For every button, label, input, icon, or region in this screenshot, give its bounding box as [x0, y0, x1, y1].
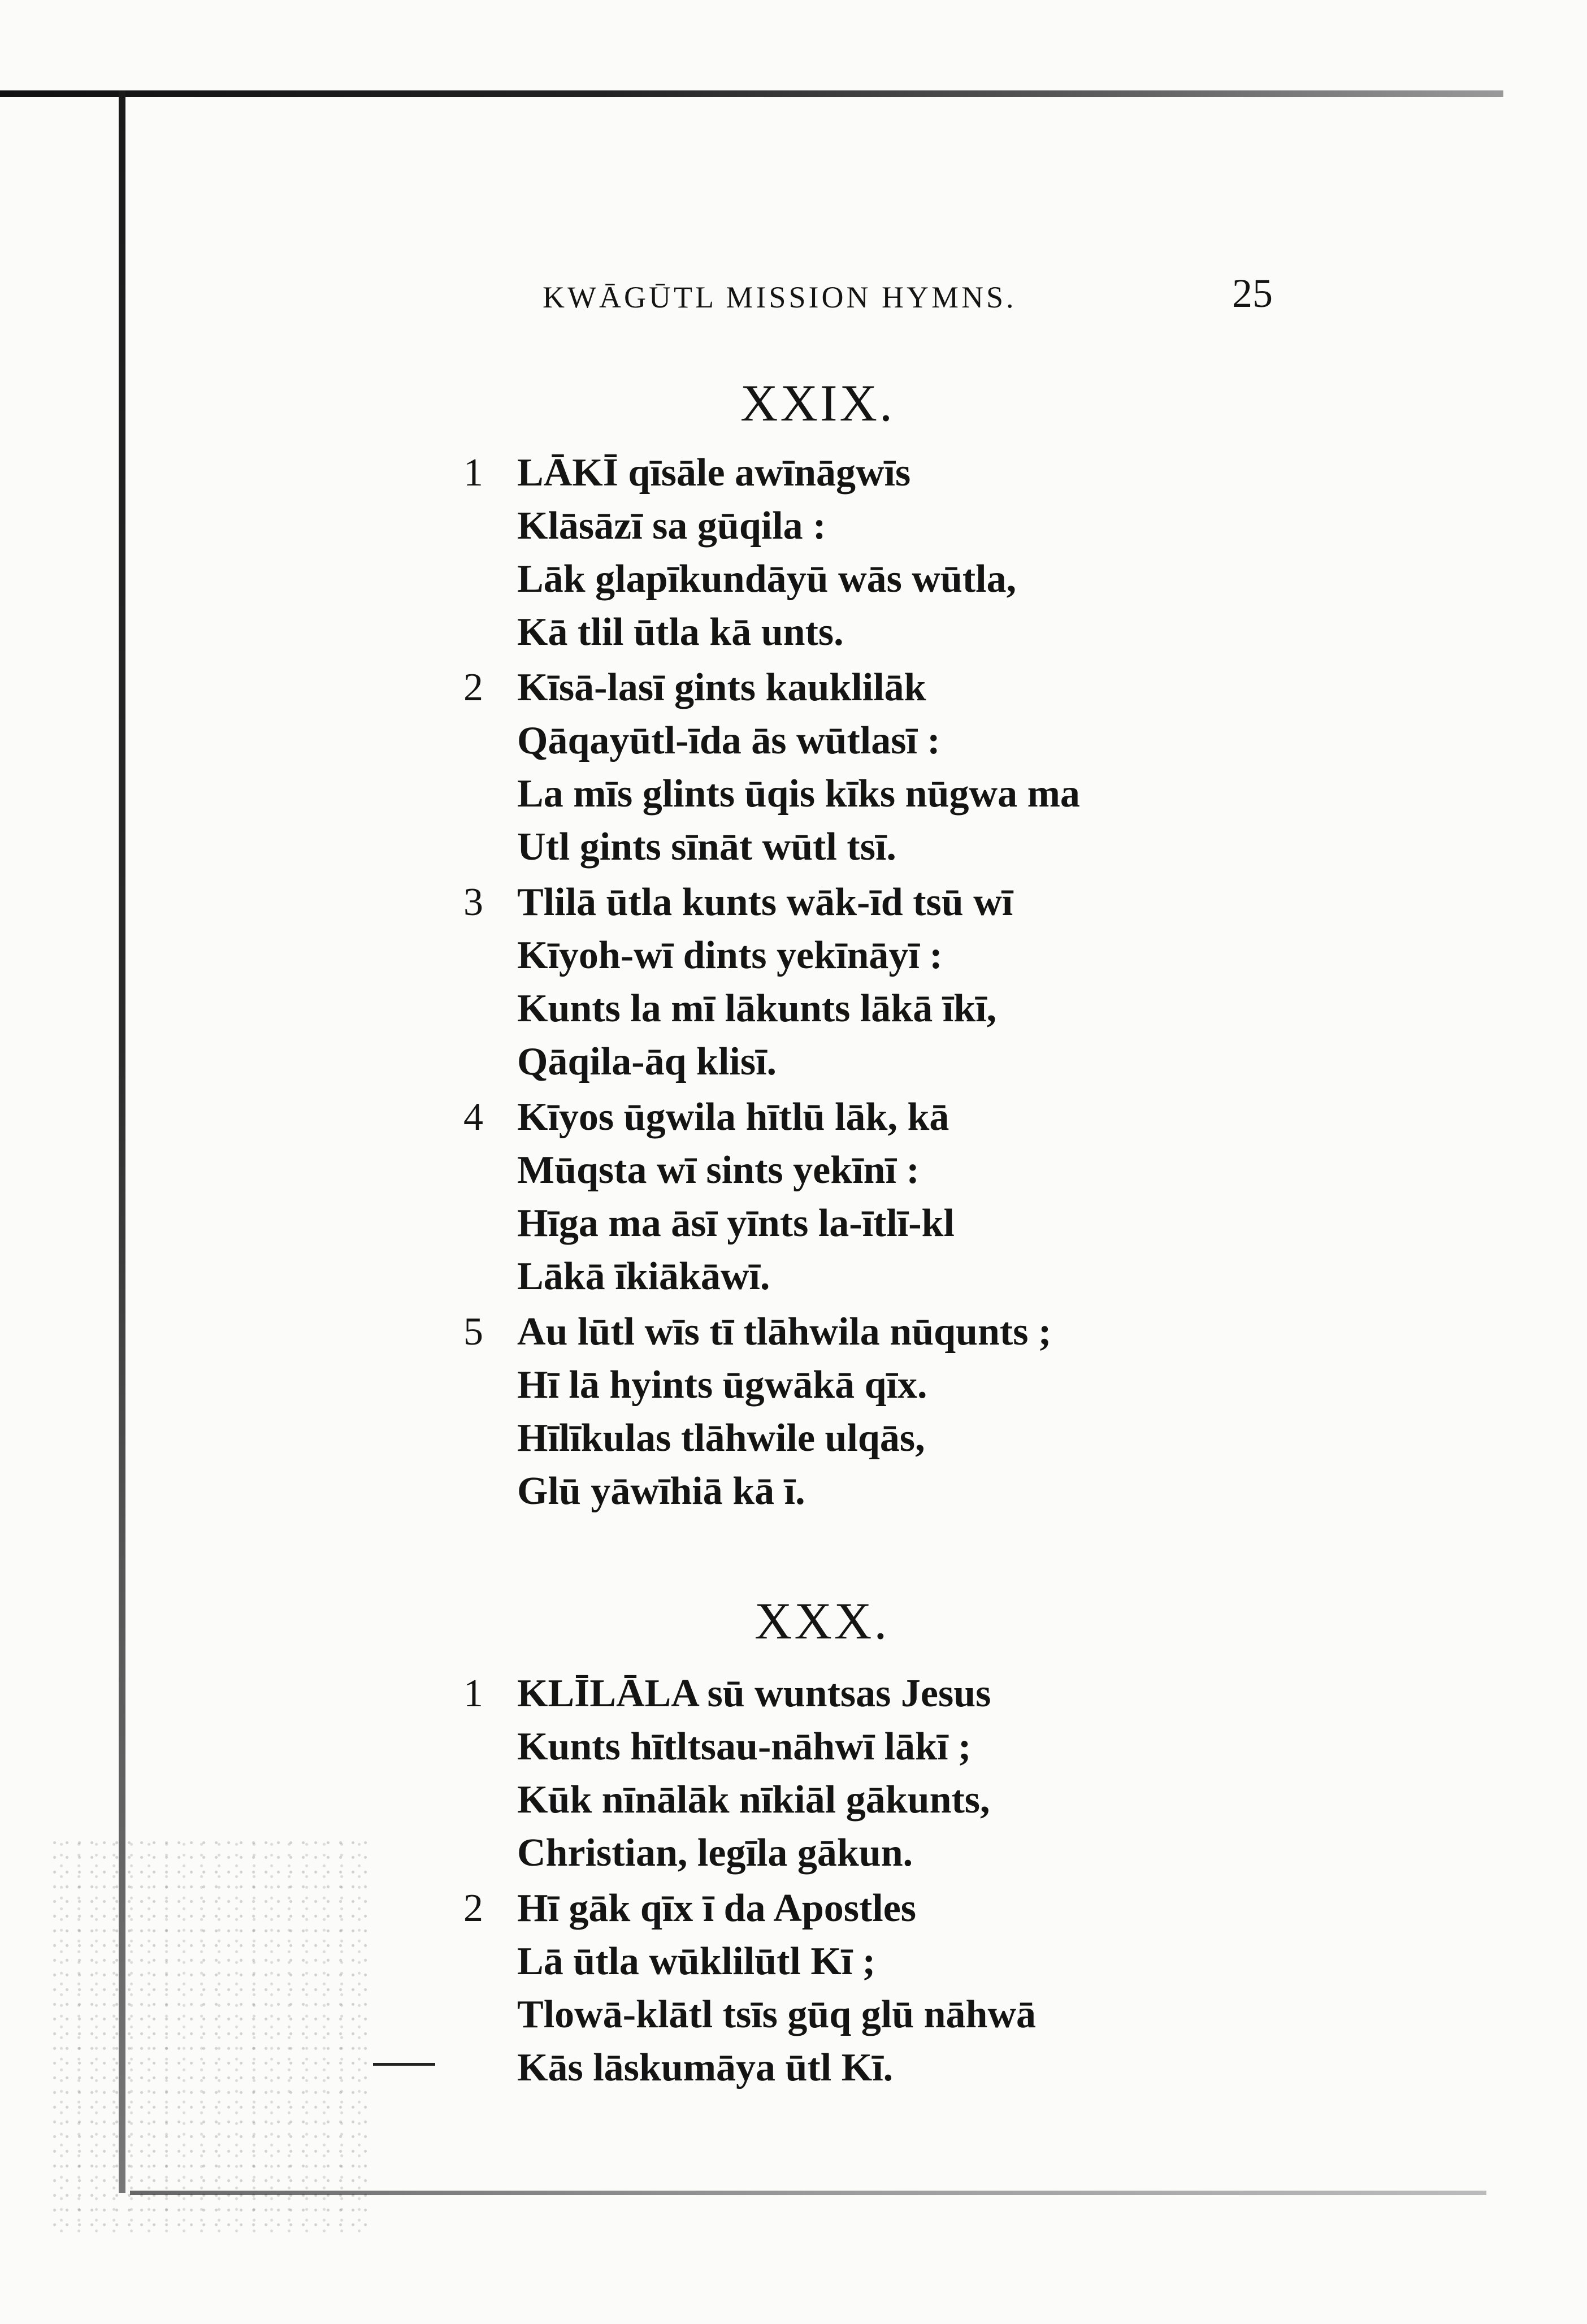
- verse-line: Tlilā ūtla kunts wāk-īd tsū wī: [517, 881, 1013, 924]
- hymn-title: XXIX.: [740, 374, 895, 432]
- verse-line: Kās lāskumāya ūtl Kī.: [517, 2046, 894, 2089]
- verse-line: LĀKĪ qīsāle awīnāgwīs: [517, 451, 911, 495]
- verse-line: Kūk nīnālāk nīkiāl gākunts,: [517, 1778, 990, 1822]
- verse-line: Qāqayūtl-īda ās wūtlasī :: [517, 719, 940, 762]
- page-number: 25: [1232, 271, 1273, 316]
- verse-number: 1: [463, 451, 483, 495]
- verse-line: Tlowā-klātl tsīs gūq glū nāhwā: [517, 1993, 1037, 2036]
- verse-number: 4: [463, 1095, 483, 1139]
- verse-line: Lā ūtla wūklilūtl Kī ;: [517, 1940, 876, 1983]
- verse-line: Glū yāwīhiā kā ī.: [517, 1469, 805, 1513]
- verse-line: Lāk glapīkundāyū wās wūtla,: [517, 557, 1017, 601]
- verse-line: Mūqsta wī sints yekīnī :: [517, 1148, 920, 1192]
- hymn-title: XXX.: [755, 1592, 890, 1650]
- verse-line: Hī gāk qīx ī da Apostles: [517, 1887, 917, 1930]
- verse-number: 2: [463, 1887, 483, 1930]
- verse-line: Kunts hītltsau-nāhwī lākī ;: [517, 1725, 972, 1768]
- verse-line: Hī lā hyints ūgwākā qīx.: [517, 1363, 927, 1407]
- verse-line: Christian, legīla gākun.: [517, 1831, 913, 1875]
- verse-line: KLĪLĀLA sū wuntsas Jesus: [517, 1672, 991, 1715]
- verse-number: 5: [463, 1310, 483, 1354]
- scan-speckle: [51, 1837, 367, 2232]
- verse-line: Au lūtl wīs tī tlāhwila nūqunts ;: [517, 1310, 1052, 1354]
- verse-line: Kīsā-lasī gints kauklilāk: [517, 666, 926, 709]
- scan-border-top: [0, 90, 1503, 97]
- verse-line: La mīs glints ūqis kīks nūgwa ma: [517, 772, 1080, 816]
- verse-line: Kā tlil ūtla kā unts.: [517, 610, 844, 654]
- verse-line: Hīlīkulas tlāhwile ulqās,: [517, 1416, 925, 1460]
- verse-line: Klāsāzī sa gūqila :: [517, 504, 826, 548]
- verse-line: Kīyoh-wī dints yekīnāyī :: [517, 934, 943, 977]
- verse-line: Lākā īkiākāwī.: [517, 1255, 770, 1298]
- verse-line: Kunts la mī lākunts lākā īkī,: [517, 987, 997, 1030]
- verse-line: Kīyos ūgwila hītlū lāk, kā: [517, 1095, 949, 1139]
- verse-line: Hīga ma āsī yīnts la-ītlī-kl: [517, 1202, 955, 1245]
- verse-number: 3: [463, 881, 483, 924]
- running-head: KWĀGŪTL MISSION HYMNS.: [543, 280, 1017, 314]
- ink-dash: [373, 2063, 435, 2066]
- verse-number: 1: [463, 1672, 483, 1715]
- verse-line: Qāqila-āq klisī.: [517, 1040, 777, 1083]
- verse-number: 2: [463, 666, 483, 709]
- verse-line: Utl gints sīnāt wūtl tsī.: [517, 825, 896, 869]
